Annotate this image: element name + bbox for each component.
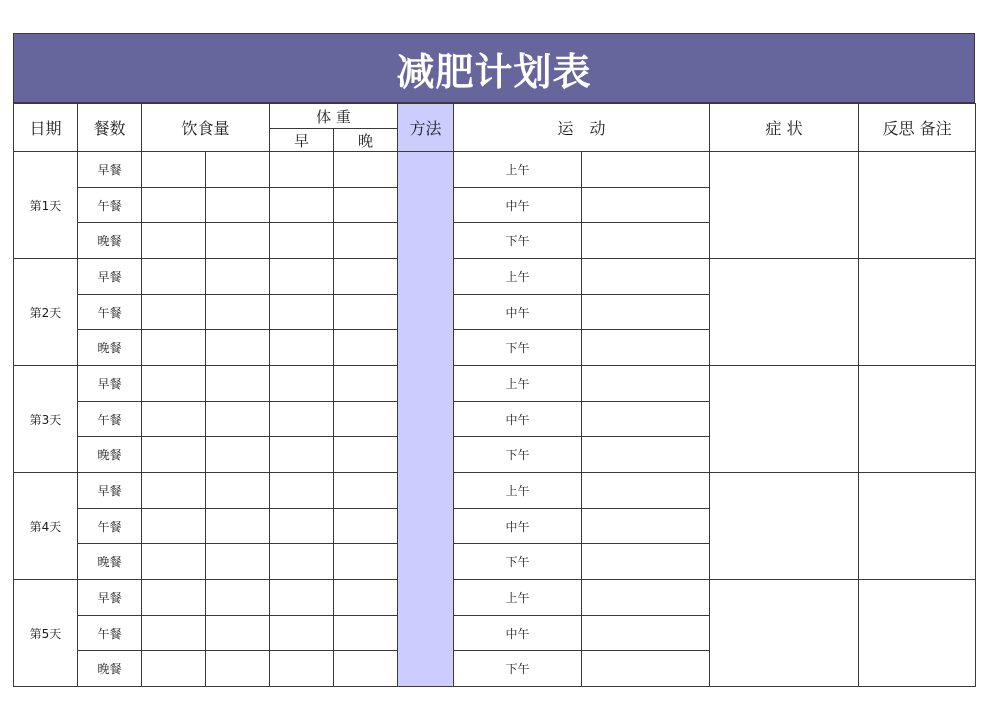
meal-label: 早餐 (78, 259, 142, 295)
food-cell-1[interactable] (142, 509, 206, 544)
weight-evening-cell[interactable] (334, 580, 398, 616)
food-cell-1[interactable] (142, 366, 206, 402)
weight-evening-cell[interactable] (334, 651, 398, 687)
meal-label: 早餐 (78, 366, 142, 402)
header-exercise: 运 动 (454, 104, 710, 152)
weight-morning-cell[interactable] (270, 295, 334, 330)
food-cell-1[interactable] (142, 259, 206, 295)
day-label: 第3天 (14, 366, 78, 473)
notes-cell[interactable] (859, 366, 976, 473)
food-cell-1[interactable] (142, 473, 206, 509)
exercise-cell[interactable] (582, 188, 710, 223)
food-cell-2[interactable] (206, 295, 270, 330)
table-row (14, 366, 976, 402)
weight-morning-cell[interactable] (270, 473, 334, 509)
notes-cell[interactable] (859, 152, 976, 259)
weight-evening-cell[interactable] (334, 509, 398, 544)
exercise-time-label: 下午 (454, 544, 582, 580)
exercise-cell[interactable] (582, 616, 710, 651)
exercise-cell[interactable] (582, 509, 710, 544)
weight-morning-cell[interactable] (270, 330, 334, 366)
food-cell-1[interactable] (142, 295, 206, 330)
exercise-cell[interactable] (582, 152, 710, 188)
weight-evening-cell[interactable] (334, 544, 398, 580)
exercise-cell[interactable] (582, 437, 710, 473)
weight-morning-cell[interactable] (270, 366, 334, 402)
header-weight-evening: 晚 (334, 129, 398, 152)
exercise-cell[interactable] (582, 259, 710, 295)
day-label: 第4天 (14, 473, 78, 580)
exercise-cell[interactable] (582, 402, 710, 437)
day-label: 第2天 (14, 259, 78, 366)
weight-evening-cell[interactable] (334, 259, 398, 295)
weight-evening-cell[interactable] (334, 295, 398, 330)
header-date: 日期 (14, 104, 78, 152)
food-cell-2[interactable] (206, 580, 270, 616)
symptoms-cell[interactable] (710, 366, 859, 473)
notes-cell[interactable] (859, 473, 976, 580)
day-label: 第5天 (14, 580, 78, 687)
meal-label: 午餐 (78, 188, 142, 223)
food-cell-2[interactable] (206, 366, 270, 402)
day-label: 第1天 (14, 152, 78, 259)
weight-morning-cell[interactable] (270, 437, 334, 473)
exercise-cell[interactable] (582, 544, 710, 580)
header-symptoms: 症 状 (710, 104, 859, 152)
header-method: 方法 (398, 104, 454, 152)
weight-morning-cell[interactable] (270, 651, 334, 687)
exercise-cell[interactable] (582, 473, 710, 509)
exercise-cell[interactable] (582, 223, 710, 259)
header-food: 饮食量 (142, 104, 270, 152)
table-row (14, 259, 976, 295)
food-cell-1[interactable] (142, 402, 206, 437)
exercise-cell[interactable] (582, 330, 710, 366)
food-cell-2[interactable] (206, 330, 270, 366)
weight-morning-cell[interactable] (270, 188, 334, 223)
food-cell-2[interactable] (206, 223, 270, 259)
exercise-time-label: 下午 (454, 330, 582, 366)
food-cell-1[interactable] (142, 152, 206, 188)
weight-morning-cell[interactable] (270, 616, 334, 651)
weight-morning-cell[interactable] (270, 544, 334, 580)
meal-label: 晚餐 (78, 437, 142, 473)
food-cell-2[interactable] (206, 437, 270, 473)
exercise-time-label: 上午 (454, 473, 582, 509)
table-row (14, 580, 976, 616)
weight-evening-cell[interactable] (334, 223, 398, 259)
exercise-time-label: 中午 (454, 509, 582, 544)
exercise-time-label: 下午 (454, 651, 582, 687)
weight-evening-cell[interactable] (334, 473, 398, 509)
symptoms-cell[interactable] (710, 580, 859, 687)
meal-label: 午餐 (78, 295, 142, 330)
food-cell-2[interactable] (206, 544, 270, 580)
exercise-time-label: 中午 (454, 188, 582, 223)
diet-plan-sheet (13, 33, 975, 684)
exercise-cell[interactable] (582, 651, 710, 687)
meal-label: 早餐 (78, 473, 142, 509)
food-cell-1[interactable] (142, 188, 206, 223)
food-cell-2[interactable] (206, 259, 270, 295)
weight-morning-cell[interactable] (270, 402, 334, 437)
meal-label: 早餐 (78, 152, 142, 188)
weight-morning-cell[interactable] (270, 580, 334, 616)
symptoms-cell[interactable] (710, 473, 859, 580)
meal-label: 晚餐 (78, 330, 142, 366)
weight-evening-cell[interactable] (334, 437, 398, 473)
food-cell-1[interactable] (142, 616, 206, 651)
weight-morning-cell[interactable] (270, 509, 334, 544)
table-row (14, 152, 976, 188)
exercise-time-label: 下午 (454, 437, 582, 473)
exercise-time-label: 上午 (454, 152, 582, 188)
symptoms-cell[interactable] (710, 259, 859, 366)
header-weight-morning: 早 (270, 129, 334, 152)
meal-label: 早餐 (78, 580, 142, 616)
food-cell-2[interactable] (206, 402, 270, 437)
food-cell-2[interactable] (206, 188, 270, 223)
food-cell-2[interactable] (206, 616, 270, 651)
weight-evening-cell[interactable] (334, 402, 398, 437)
food-cell-1[interactable] (142, 544, 206, 580)
weight-evening-cell[interactable] (334, 188, 398, 223)
exercise-time-label: 上午 (454, 580, 582, 616)
meal-label: 晚餐 (78, 223, 142, 259)
exercise-time-label: 中午 (454, 295, 582, 330)
weight-morning-cell[interactable] (270, 223, 334, 259)
weight-morning-cell[interactable] (270, 152, 334, 188)
notes-cell[interactable] (859, 259, 976, 366)
food-cell-1[interactable] (142, 580, 206, 616)
table-row (14, 473, 976, 509)
notes-cell[interactable] (859, 580, 976, 687)
weight-evening-cell[interactable] (334, 152, 398, 188)
weight-evening-cell[interactable] (334, 366, 398, 402)
exercise-cell[interactable] (582, 295, 710, 330)
header-meals: 餐数 (78, 104, 142, 152)
header-notes: 反思 备注 (859, 104, 976, 152)
exercise-time-label: 上午 (454, 366, 582, 402)
exercise-cell[interactable] (582, 580, 710, 616)
method-cell[interactable] (398, 152, 454, 687)
weight-morning-cell[interactable] (270, 259, 334, 295)
header-weight: 体 重 (270, 104, 398, 129)
food-cell-2[interactable] (206, 651, 270, 687)
meal-label: 午餐 (78, 616, 142, 651)
meal-label: 晚餐 (78, 651, 142, 687)
food-cell-1[interactable] (142, 437, 206, 473)
food-cell-2[interactable] (206, 509, 270, 544)
exercise-time-label: 中午 (454, 616, 582, 651)
sheet-title: 减肥计划表 (13, 33, 975, 103)
exercise-time-label: 下午 (454, 223, 582, 259)
food-cell-1[interactable] (142, 330, 206, 366)
weight-evening-cell[interactable] (334, 616, 398, 651)
food-cell-1[interactable] (142, 651, 206, 687)
food-cell-2[interactable] (206, 152, 270, 188)
food-cell-2[interactable] (206, 473, 270, 509)
meal-label: 午餐 (78, 402, 142, 437)
food-cell-1[interactable] (142, 223, 206, 259)
plan-table (13, 103, 976, 687)
weight-evening-cell[interactable] (334, 330, 398, 366)
exercise-cell[interactable] (582, 366, 710, 402)
exercise-time-label: 中午 (454, 402, 582, 437)
meal-label: 晚餐 (78, 544, 142, 580)
exercise-time-label: 上午 (454, 259, 582, 295)
meal-label: 午餐 (78, 509, 142, 544)
symptoms-cell[interactable] (710, 152, 859, 259)
